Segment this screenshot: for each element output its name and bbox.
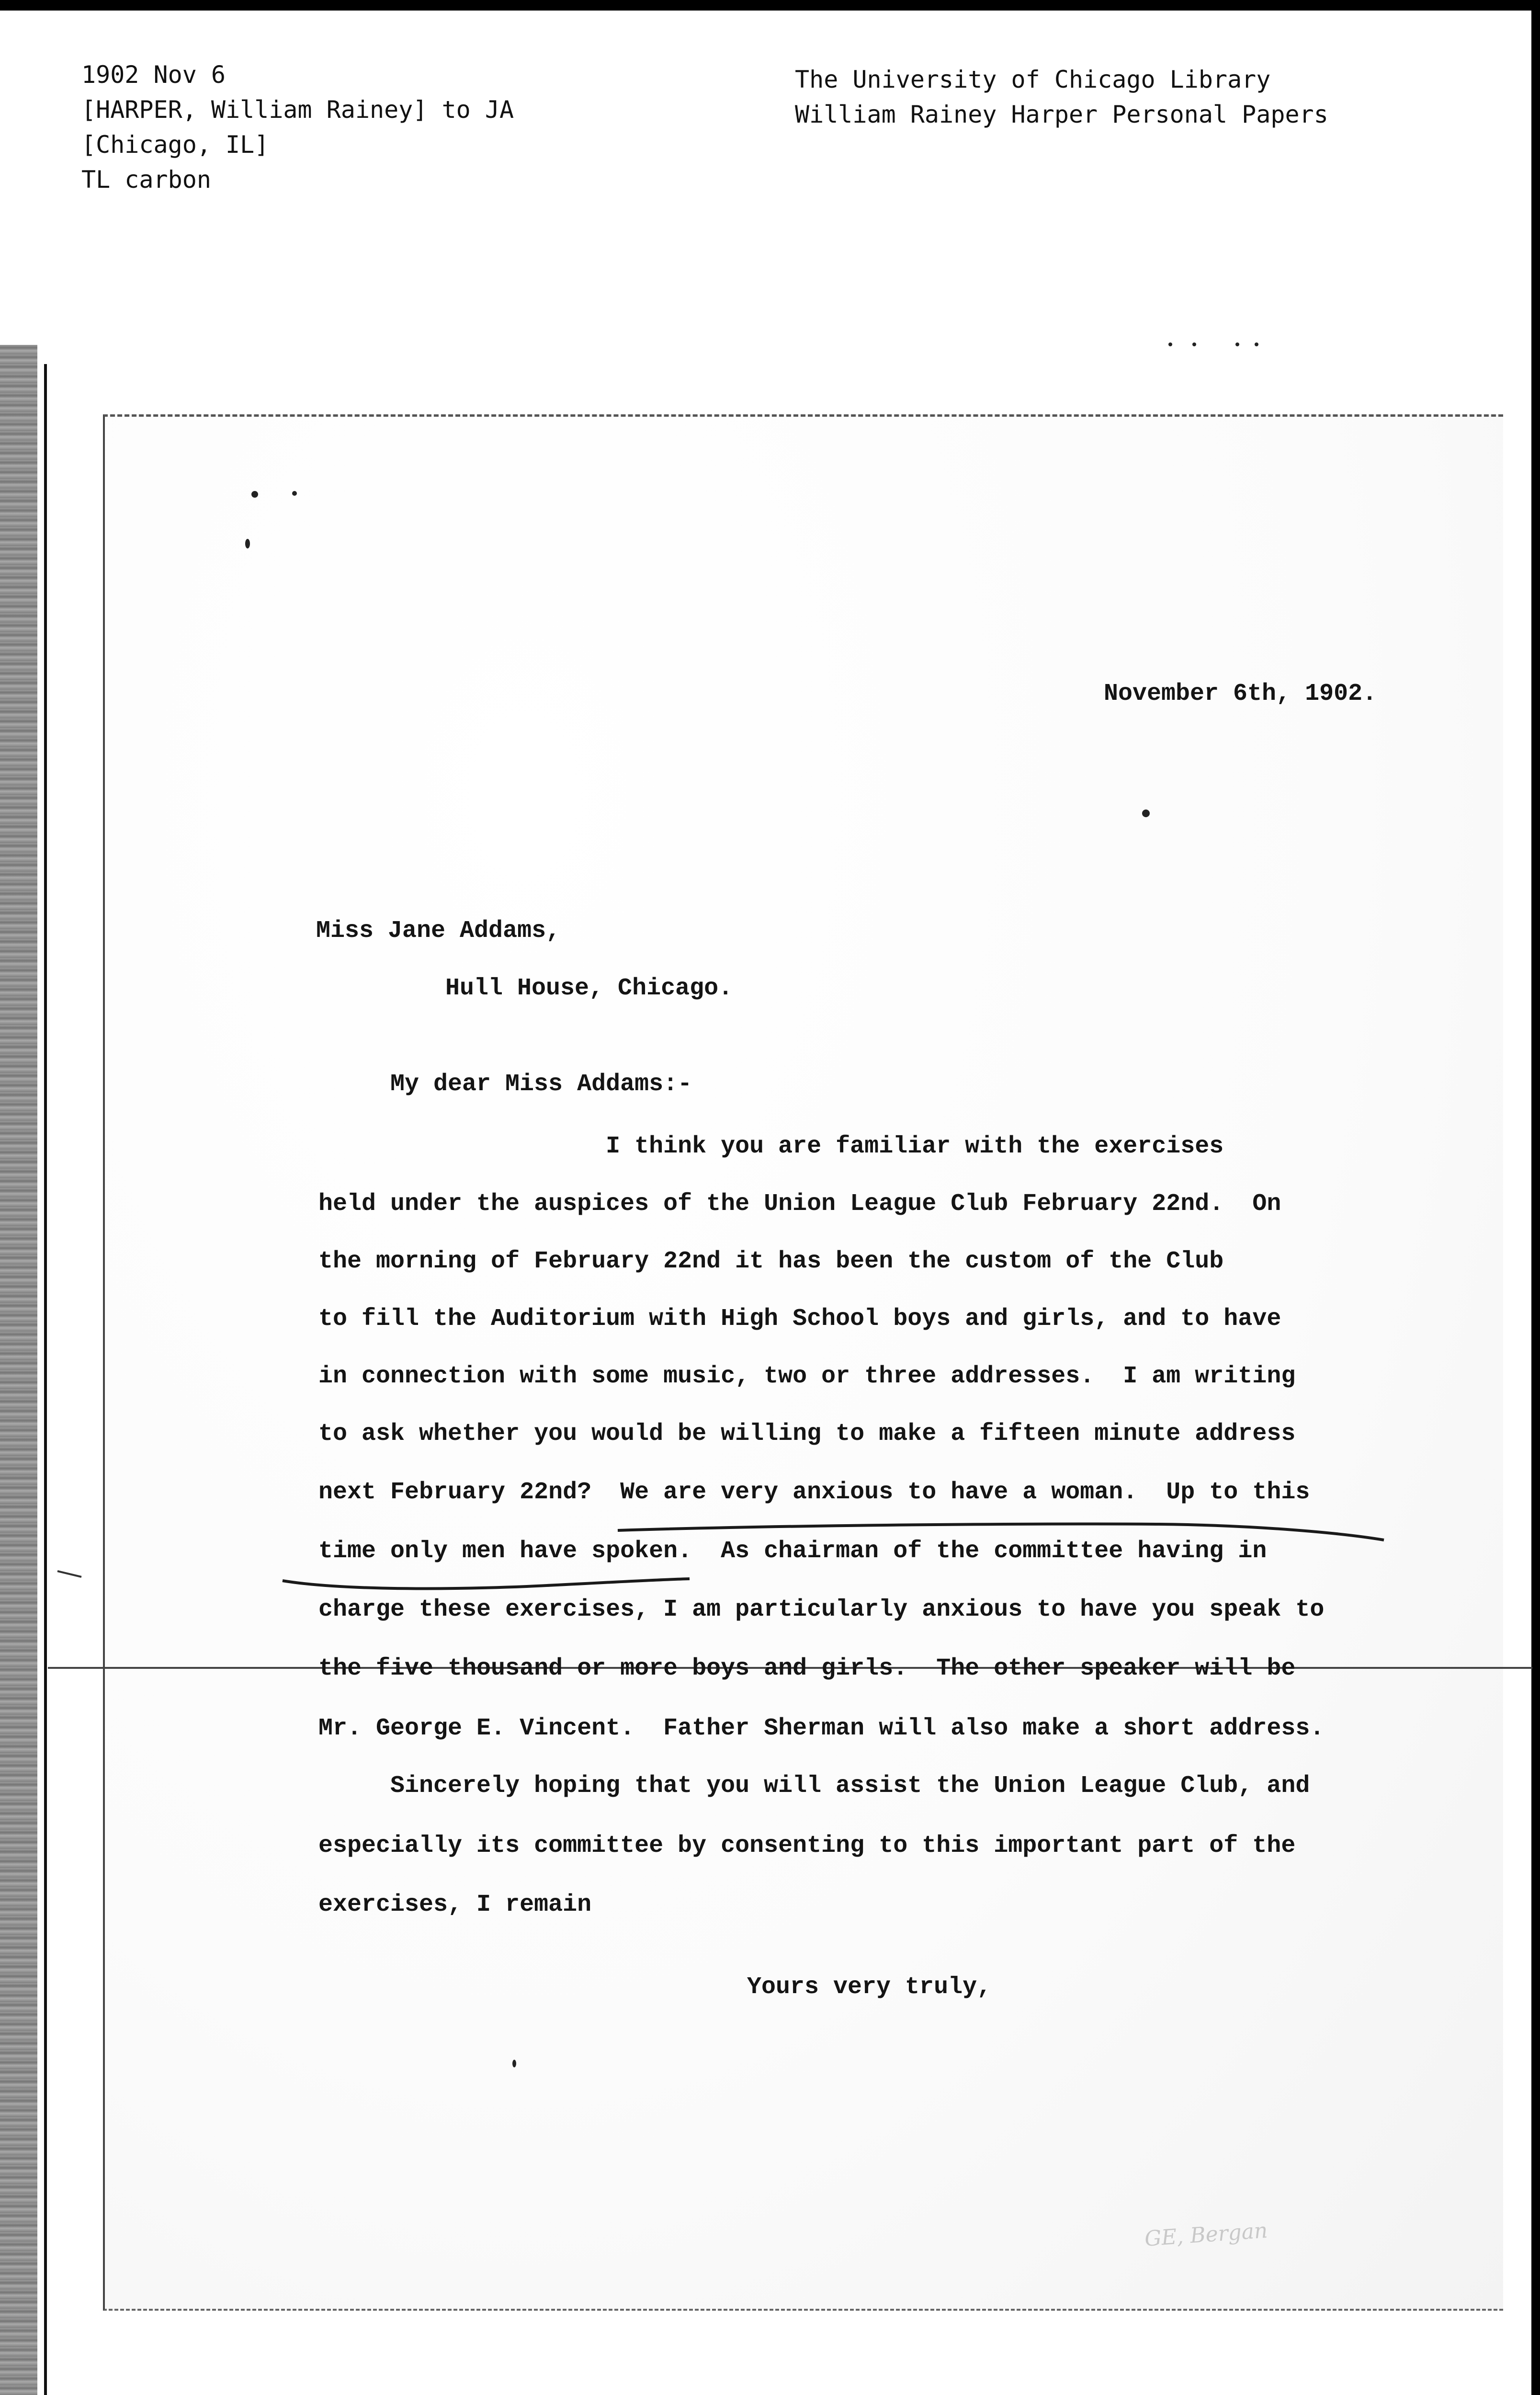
letter-body-line: to ask whether you would be willing to make a fifteen minute address — [318, 1420, 1296, 1448]
complimentary-close: Yours very truly, — [747, 1973, 992, 2001]
catalog-correspondents: [HARPER, William Rainey] to JA — [81, 96, 514, 124]
letter-body-line: I think you are familiar with the exercises — [318, 1133, 1224, 1160]
catalog-date: 1902 Nov 6 — [81, 61, 226, 89]
letter-body-line: to fill the Auditorium with High School boys and girls, and to have — [318, 1305, 1281, 1333]
letter-closing-line: especially its committee by consenting to this important part of the — [318, 1832, 1296, 1859]
recipient-address: Hull House, Chicago. — [445, 975, 733, 1002]
letter-body-line: in connection with some music, two or three addresses. I am writing — [318, 1363, 1296, 1390]
ink-speck — [1235, 342, 1239, 346]
letter-date: November 6th, 1902. — [1104, 680, 1377, 707]
letter-body-line: next February 22nd? We are very anxious to have a woman. Up to this — [318, 1479, 1310, 1506]
ink-speck — [245, 539, 250, 548]
letter-body-line: the morning of February 22nd it has been the custom of the Club — [318, 1248, 1224, 1275]
ink-speck — [1255, 342, 1258, 346]
collection-papers: William Rainey Harper Personal Papers — [795, 101, 1328, 128]
ink-speck — [292, 491, 297, 496]
ink-speck — [1142, 810, 1150, 817]
letter-body-line: Mr. George E. Vincent. Father Sherman will also make a short address. — [318, 1715, 1325, 1742]
recipient-name: Miss Jane Addams, — [316, 917, 561, 945]
catalog-format: TL carbon — [81, 166, 211, 194]
ink-speck — [1192, 342, 1196, 346]
catalog-place: [Chicago, IL] — [81, 131, 269, 159]
letter-closing-line: exercises, I remain — [318, 1891, 592, 1918]
salutation: My dear Miss Addams:- — [390, 1071, 692, 1098]
letter-body-line: time only men have spoken. As chairman of the committee having in — [318, 1538, 1267, 1565]
collection-library: The University of Chicago Library — [795, 66, 1271, 93]
letter-body-line: held under the auspices of the Union League Club February 22nd. On — [318, 1190, 1281, 1218]
letter-body-line: charge these exercises, I am particularly anxious to have you speak to — [318, 1596, 1325, 1623]
ink-speck — [512, 2060, 516, 2067]
ink-speck — [251, 491, 258, 498]
letter-body-line: the five thousand or more boys and girls. The other speaker will be — [318, 1655, 1296, 1682]
pencil-annotation: GE, Bergan — [1144, 2218, 1268, 2251]
ink-speck — [1168, 342, 1172, 346]
letter-closing-line: Sincerely hoping that you will assist the Union League Club, and — [318, 1772, 1310, 1800]
